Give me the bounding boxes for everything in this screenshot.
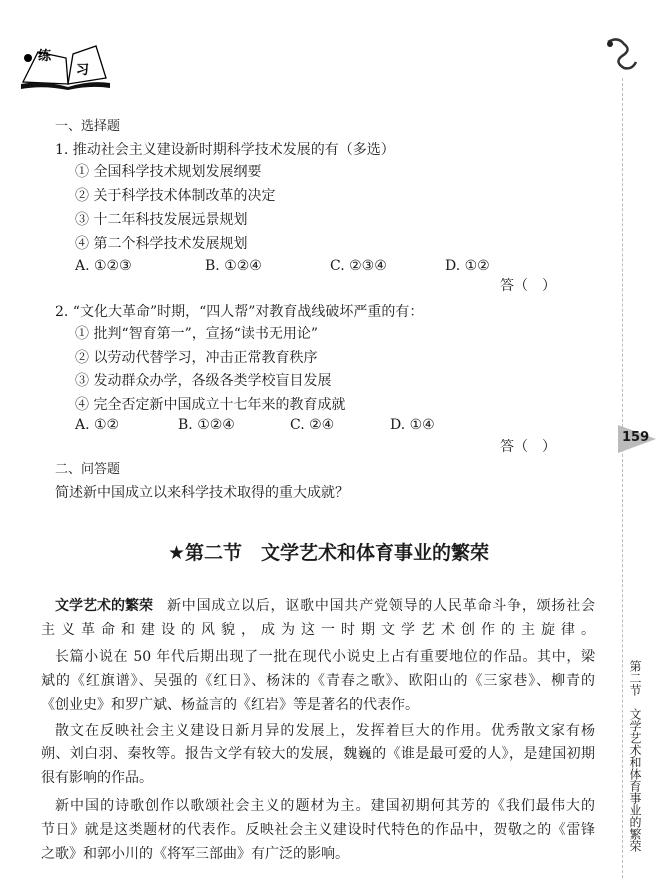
paragraph-line: 斌的《红旗谱》、吴强的《红日》、杨沫的《青春之歌》、欧阳山的《三家巷》、柳青的 xyxy=(41,673,595,689)
paragraph-line: 散文在反映社会主义建设日新月异的发展上，发挥着巨大的作用。优秀散文家有杨 xyxy=(55,723,595,739)
page-number: 159 xyxy=(622,430,650,445)
paragraph-line: 新中国的诗歌创作以歌颂社会主义的题材为主。建国初期何其芳的《我们最伟大的 xyxy=(55,798,595,814)
paragraph-line: 主义革命和建设的风貌，成为这一时期文学艺术创作的主旋律。 xyxy=(41,622,595,638)
section-title: ★第二节 文学艺术和体育事业的繁荣 xyxy=(167,542,490,564)
q2-answer-blank[interactable]: 答（ ） xyxy=(500,439,556,455)
q1-stem: 1. 推动社会主义建设新时期科学技术发展的有（多选） xyxy=(55,142,395,158)
q2-stem: 2. “文化大革命”时期，“四人帮”对教育战线破坏严重的有： xyxy=(55,304,424,320)
dragon-ornament-icon xyxy=(598,36,640,72)
side-section-label: 第二节 文学艺术和体育事业的繁荣 xyxy=(628,660,642,852)
paragraph-line xyxy=(55,597,595,615)
q1-choice-b: B. ①②④ xyxy=(205,258,262,274)
q1-item: ① 全国科学技术规划发展纲要 xyxy=(75,164,262,180)
page-number-tab xyxy=(618,425,656,453)
q3-question: 简述新中国成立以来科学技术取得的重大成就？ xyxy=(55,485,349,501)
svg-text:练: 练 xyxy=(38,49,52,64)
q2-item: ④ 完全否定新中国成立十七年来的教育成就 xyxy=(75,397,346,413)
q2-choice-a: A. ①② xyxy=(75,417,120,433)
paragraph-line: 节日》就是这类题材的代表作。反映社会主义建设时代特色的作品中，贺敬之的《雷锋 xyxy=(41,822,595,838)
q1-item: ④ 第二个科学技术发展规划 xyxy=(75,236,248,252)
paragraph-line: 很有影响的作品。 xyxy=(41,770,153,786)
q2-item: ① 批判“智育第一”，宣扬“读书无用论” xyxy=(75,326,319,342)
section2-heading: 二、问答题 xyxy=(55,462,121,477)
lead-heading: 文学艺术的繁荣 xyxy=(55,598,153,614)
paragraph-line: 长篇小说在 50 年代后期出现了一批在现代小说史上占有重要地位的作品。其中，梁 xyxy=(55,649,595,665)
q1-choice-d: D. ①② xyxy=(445,258,490,274)
q1-answer-blank[interactable]: 答（ ） xyxy=(500,278,556,294)
section1-heading: 一、选择题 xyxy=(55,119,121,134)
q2-choice-c: C. ②④ xyxy=(290,417,335,433)
q1-item: ③ 十二年科技发展远景规划 xyxy=(75,212,248,228)
q1-choice-c: C. ②③④ xyxy=(330,258,387,274)
q1-item: ② 关于科学技术体制改革的决定 xyxy=(75,188,276,204)
paragraph-line: 《创业史》和罗广斌、杨益言的《红岩》等是著名的代表作。 xyxy=(41,697,419,713)
q2-item: ② 以劳动代替学习，冲击正常教育秩序 xyxy=(75,350,318,366)
q2-choice-b: B. ①②④ xyxy=(178,417,235,433)
practice-book-logo xyxy=(18,40,118,90)
paragraph-line: 朔、刘白羽、秦牧等。报告文学有较大的发展，魏巍的《谁是最可爱的人》，是建国初期 xyxy=(41,746,595,762)
paragraph-line: 之歌》和郭小川的《将军三部曲》有广泛的影响。 xyxy=(41,846,349,862)
line-text: 新中国成立以后，讴歌中国共产党领导的人民革命斗争，颂扬社会 xyxy=(167,598,595,614)
q2-item: ③ 发动群众办学，各级各类学校盲目发展 xyxy=(75,373,332,389)
q1-choice-a: A. ①②③ xyxy=(75,258,132,274)
svg-text:习: 习 xyxy=(76,63,90,78)
q2-choice-d: D. ①④ xyxy=(390,417,435,433)
margin-rule xyxy=(622,78,623,878)
